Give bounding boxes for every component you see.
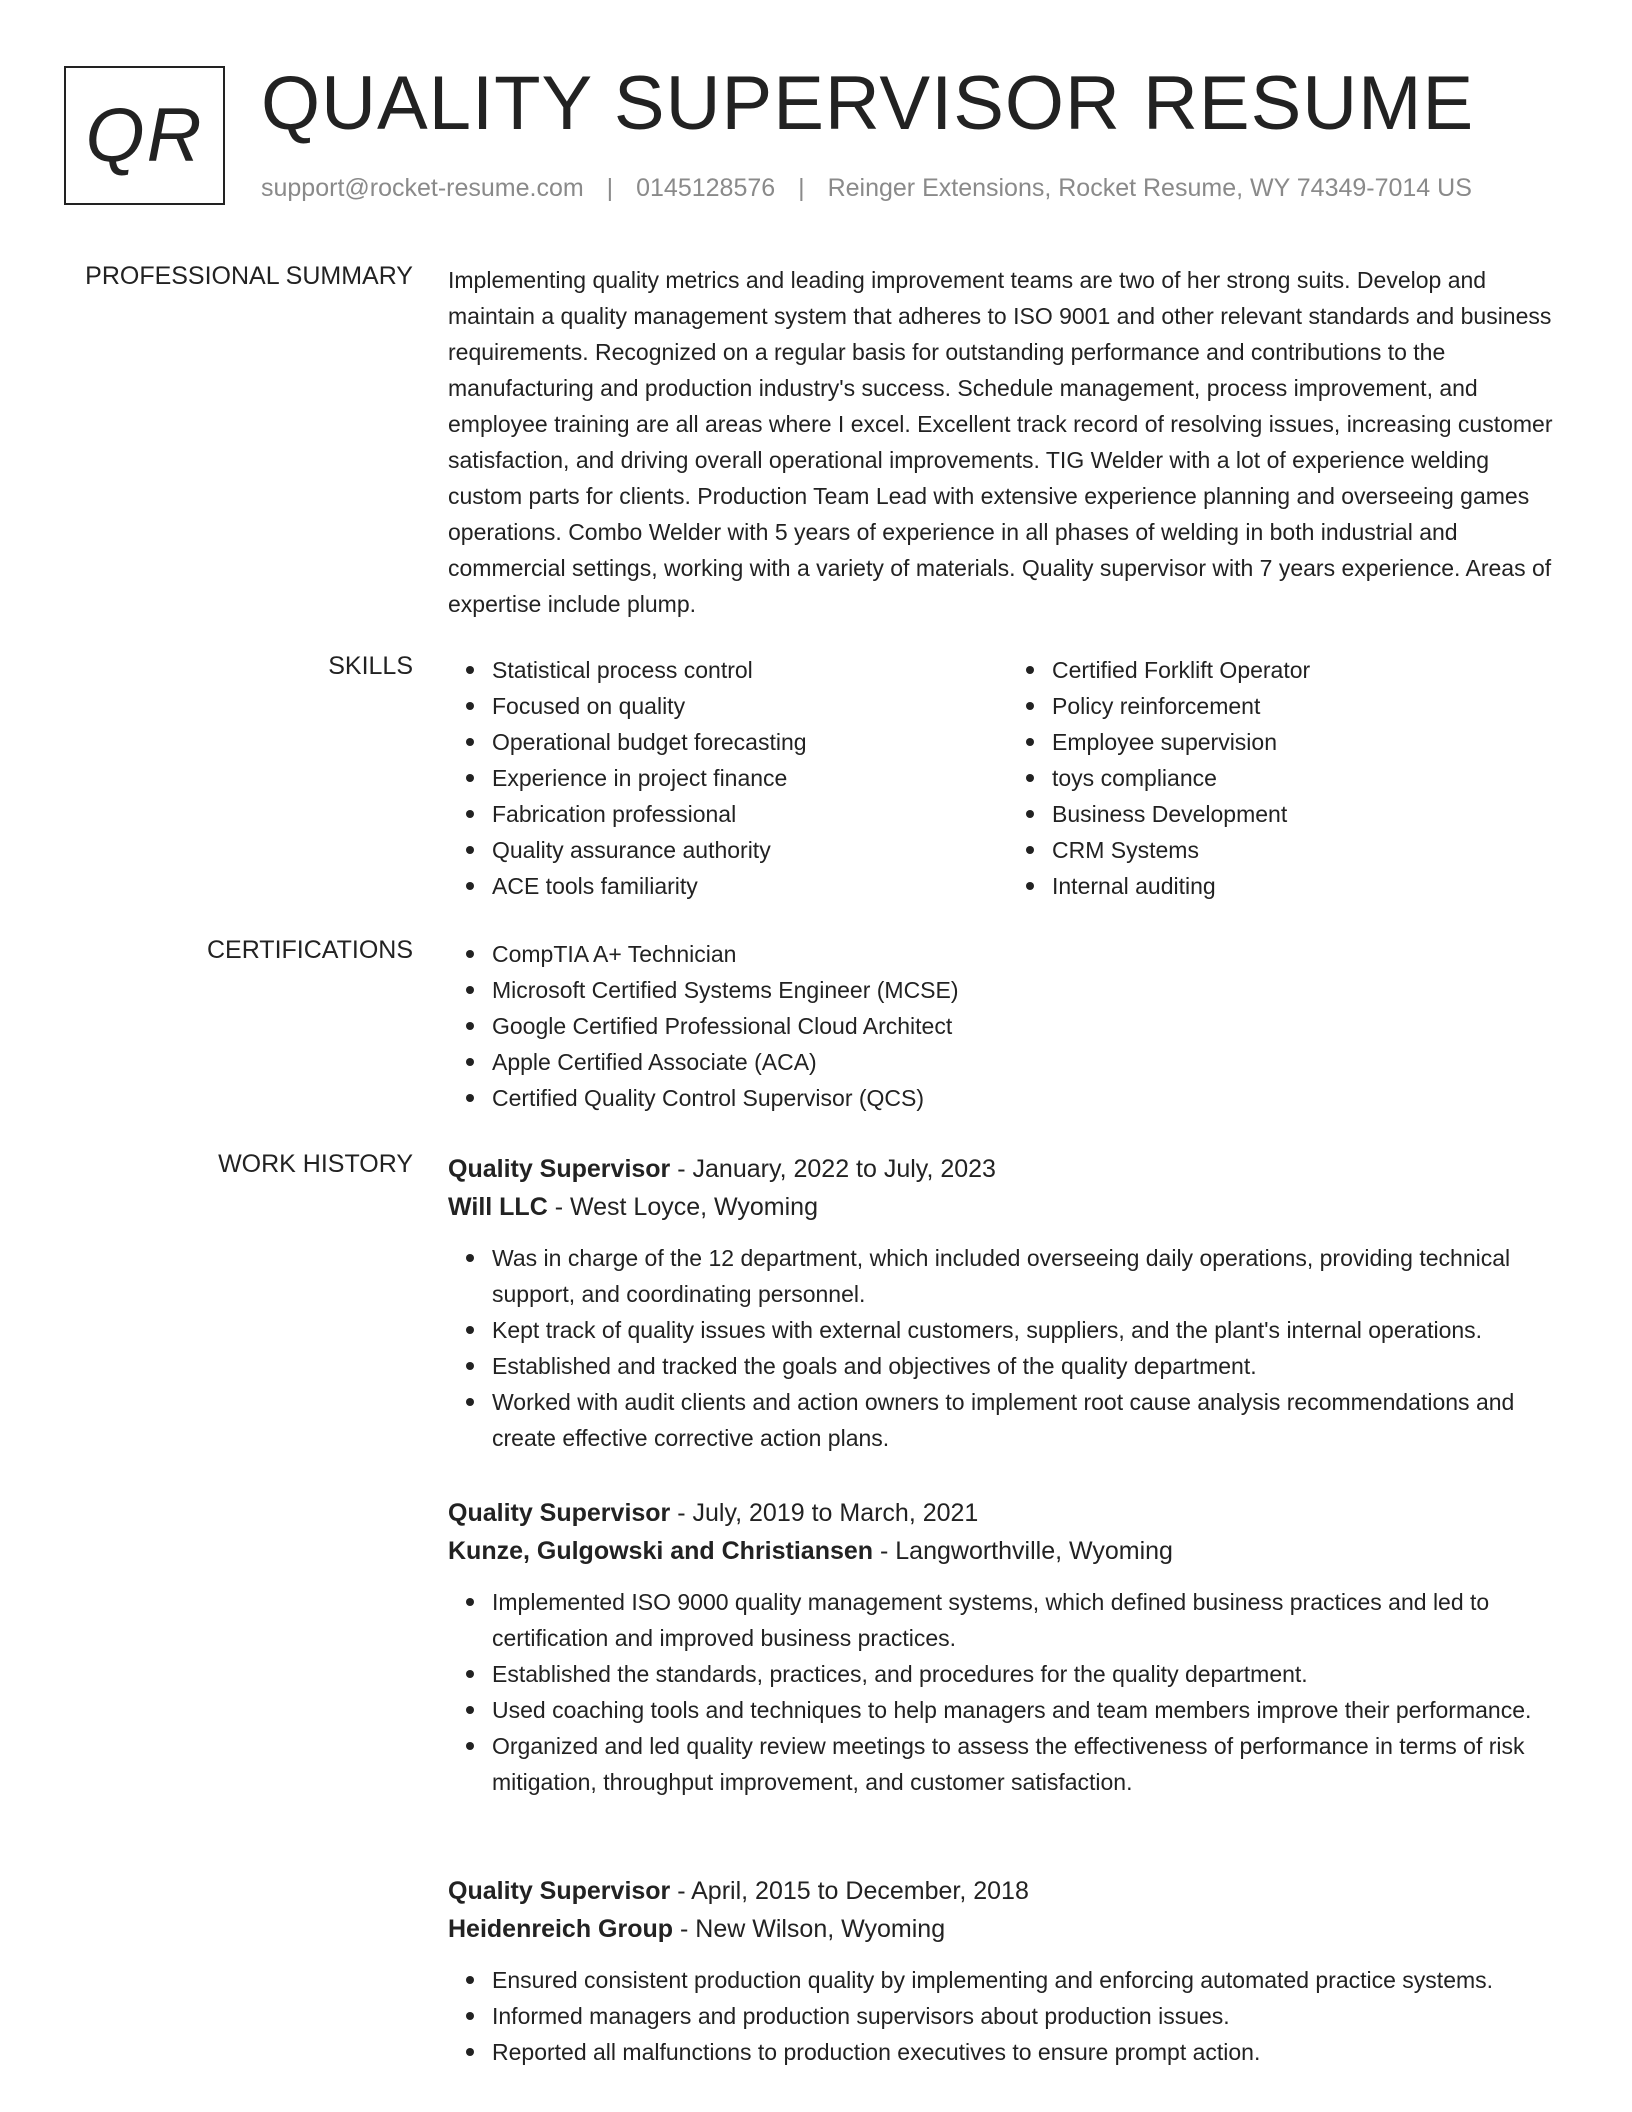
- contact-line: [261, 174, 1472, 203]
- job-title-line: [448, 1150, 1568, 1188]
- job-dates: - July, 2019 to March, 2021: [670, 1499, 979, 1527]
- job-body: [448, 1872, 1568, 2070]
- certifications-body: [448, 936, 1568, 1116]
- job-bullets: [448, 1240, 1568, 1456]
- list-item: Reported all malfunctions to production executives to ensure prompt action.: [492, 2034, 1568, 2070]
- job-title: Quality Supervisor: [448, 1155, 671, 1183]
- certifications-list: [448, 936, 1568, 1116]
- list-item: CRM Systems: [1052, 832, 1568, 868]
- work-history-heading: WORK HISTORY: [218, 1150, 413, 1178]
- job-location: - Langworthville, Wyoming: [873, 1537, 1173, 1565]
- monogram-logo: QR: [64, 66, 225, 205]
- summary-heading: PROFESSIONAL SUMMARY: [85, 262, 413, 290]
- job-company-line: [448, 1910, 1568, 1948]
- job-title-line: [448, 1494, 1568, 1532]
- skills-heading: SKILLS: [328, 652, 413, 680]
- list-item: Used coaching tools and techniques to help managers and team members improve their performance.: [492, 1692, 1568, 1728]
- contact-separator: |: [798, 174, 805, 202]
- list-item: Kept track of quality issues with external customers, suppliers, and the plant's internal operations.: [492, 1312, 1568, 1348]
- job-title: Quality Supervisor: [448, 1499, 671, 1527]
- contact-phone[interactable]: 0145128576: [636, 174, 776, 202]
- skills-body: [448, 652, 1568, 904]
- list-item: Established the standards, practices, and procedures for the quality department.: [492, 1656, 1568, 1692]
- list-item: Microsoft Certified Systems Engineer (MCSE): [492, 972, 1568, 1008]
- job-company-line: [448, 1532, 1568, 1570]
- page-title: QUALITY SUPERVISOR RESUME: [261, 61, 1475, 146]
- job-company: Kunze, Gulgowski and Christiansen: [448, 1537, 874, 1565]
- job-title: Quality Supervisor: [448, 1877, 671, 1905]
- job-company: Will LLC: [448, 1193, 548, 1221]
- job-bullets: [448, 1584, 1568, 1800]
- list-item: Internal auditing: [1052, 868, 1568, 904]
- list-item: Organized and led quality review meetings to assess the effectiveness of performance in terms of risk mitigation, throughput improvement, and customer satisfaction.: [492, 1728, 1568, 1800]
- certifications-heading: CERTIFICATIONS: [206, 936, 413, 964]
- skills-list-left: [448, 652, 1008, 904]
- job-location: - New Wilson, Wyoming: [673, 1915, 946, 1943]
- list-item: CompTIA A+ Technician: [492, 936, 1568, 972]
- list-item: Fabrication professional: [492, 796, 1008, 832]
- contact-address: Reinger Extensions, Rocket Resume, WY 74349-7014 US: [827, 174, 1472, 202]
- summary-body: [448, 262, 1568, 622]
- list-item: Apple Certified Associate (ACA): [492, 1044, 1568, 1080]
- job-location: - West Loyce, Wyoming: [547, 1193, 818, 1221]
- list-item: Quality assurance authority: [492, 832, 1008, 868]
- list-item: ACE tools familiarity: [492, 868, 1008, 904]
- job-company-line: [448, 1188, 1568, 1226]
- list-item: Worked with audit clients and action owners to implement root cause analysis recommendations and create effective corrective action plans.: [492, 1384, 1568, 1456]
- contact-separator: |: [606, 174, 614, 202]
- list-item: Certified Quality Control Supervisor (QCS): [492, 1080, 1568, 1116]
- job-entry: [448, 1872, 1568, 2070]
- resume-header: [64, 61, 1572, 216]
- job-bullets: [448, 1962, 1568, 2070]
- list-item: Experience in project finance: [492, 760, 1008, 796]
- skills-list-right: [1008, 652, 1568, 904]
- summary-text: Implementing quality metrics and leading improvement teams are two of her strong suits. Develop and maintain a quality management system that adheres to ISO 9001 and other relevant standards and business requirements. Recognized on a regular basis for outstanding performance and contributions to the manufacturing and production industry's success. Schedule management, process improvement, and employee training are all areas where I excel. Excellent track record of resolving issues, increasing customer satisfaction, and driving overall operational improvements. TIG Welder with a lot of experience welding custom parts for clients. Production Team Lead with extensive experience planning and overseeing games operations. Combo Welder with 5 years of experience in all phases of welding in both industrial and commercial settings, working with a variety of materials. Quality supervisor with 7 years experience. Areas of expertise include plump.: [448, 267, 1553, 617]
- list-item: Statistical process control: [492, 652, 1008, 688]
- list-item: Was in charge of the 12 department, which included overseeing daily operations, providing technical support, and coordinating personnel.: [492, 1240, 1568, 1312]
- list-item: Operational budget forecasting: [492, 724, 1008, 760]
- list-item: Ensured consistent production quality by implementing and enforcing automated practice systems.: [492, 1962, 1568, 1998]
- list-item: Informed managers and production supervisors about production issues.: [492, 1998, 1568, 2034]
- list-item: Business Development: [1052, 796, 1568, 832]
- list-item: Google Certified Professional Cloud Architect: [492, 1008, 1568, 1044]
- job-dates: - January, 2022 to July, 2023: [670, 1155, 996, 1183]
- job-entry: [448, 1494, 1568, 1800]
- skills-columns: [448, 652, 1568, 904]
- job-body: [448, 1494, 1568, 1800]
- list-item: Focused on quality: [492, 688, 1008, 724]
- job-entry: [448, 1150, 1568, 1456]
- list-item: Implemented ISO 9000 quality management systems, which defined business practices and led to certification and improved business practices.: [492, 1584, 1568, 1656]
- job-dates: - April, 2015 to December, 2018: [670, 1877, 1029, 1905]
- list-item: toys compliance: [1052, 760, 1568, 796]
- job-title-line: [448, 1872, 1568, 1910]
- list-item: Policy reinforcement: [1052, 688, 1568, 724]
- contact-email[interactable]: support@rocket-resume.com: [261, 174, 584, 202]
- list-item: Certified Forklift Operator: [1052, 652, 1568, 688]
- job-body: [448, 1150, 1568, 1456]
- list-item: Established and tracked the goals and objectives of the quality department.: [492, 1348, 1568, 1384]
- job-company: Heidenreich Group: [448, 1915, 674, 1943]
- list-item: Employee supervision: [1052, 724, 1568, 760]
